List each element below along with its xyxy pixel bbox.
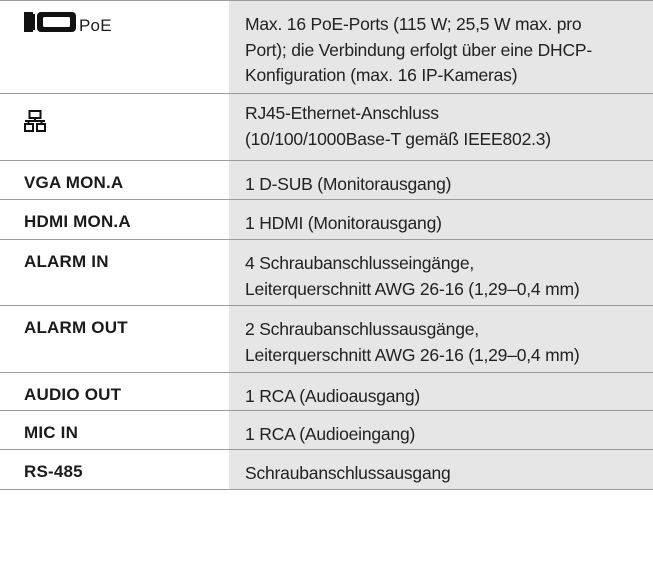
row-description-cell <box>229 411 653 450</box>
table-row <box>0 200 653 240</box>
table-row <box>0 411 653 450</box>
table-row <box>0 94 653 161</box>
network-icon <box>24 110 229 132</box>
row-description-cell <box>229 200 653 240</box>
row-label-cell: RS-485 <box>0 450 229 490</box>
description-line: RJ45-Ethernet-Anschluss <box>245 103 439 123</box>
description-line: 1 RCA (Audioeingang) <box>245 424 416 444</box>
table-row <box>0 240 653 306</box>
description-line: 1 D-SUB (Monitorausgang) <box>245 174 452 194</box>
row-label-cell <box>0 94 229 161</box>
description-line: Schraubanschlussausgang <box>245 463 451 483</box>
description-line: (10/100/1000Base-T gemäß IEEE802.3) <box>245 128 551 149</box>
table-row <box>0 373 653 411</box>
row-description-cell <box>229 1 653 94</box>
table-row <box>0 161 653 200</box>
description-line: 2 Schraubanschlussausgänge, <box>245 319 479 339</box>
table-row <box>0 450 653 490</box>
row-description-cell <box>229 373 653 411</box>
row-description-cell <box>229 450 653 490</box>
description-line: 1 RCA (Audioausgang) <box>245 386 420 406</box>
description-line: Port); die Verbindung erfolgt über eine DHCP- <box>245 39 593 60</box>
table-row <box>0 306 653 373</box>
description-line: Konfiguration (max. 16 IP-Kameras) <box>245 65 518 85</box>
row-description-cell <box>229 161 653 200</box>
row-label-cell: ALARM IN <box>0 240 229 306</box>
row-label-cell: HDMI MON.A <box>0 200 229 240</box>
poe-port-icon <box>24 12 76 32</box>
row-label-cell <box>0 1 229 94</box>
row-label-cell: VGA MON.A <box>0 161 229 200</box>
description-line: 4 Schraubanschlusseingänge, <box>245 253 475 273</box>
description-line: 1 HDMI (Monitorausgang) <box>245 213 442 233</box>
table-row <box>0 1 653 94</box>
row-label-cell: AUDIO OUT <box>0 373 229 411</box>
description-line: Leiterquerschnitt AWG 26-16 (1,29–0,4 mm) <box>245 344 580 365</box>
row-description-cell <box>229 240 653 306</box>
description-line: Leiterquerschnitt AWG 26-16 (1,29–0,4 mm) <box>245 278 580 299</box>
poe-label: PoE <box>79 16 112 35</box>
row-label-cell: MIC IN <box>0 411 229 450</box>
row-description-cell <box>229 94 653 161</box>
description-line: Max. 16 PoE-Ports (115 W; 25,5 W max. pro <box>245 14 582 34</box>
row-label-cell: ALARM OUT <box>0 306 229 373</box>
row-description-cell <box>229 306 653 373</box>
